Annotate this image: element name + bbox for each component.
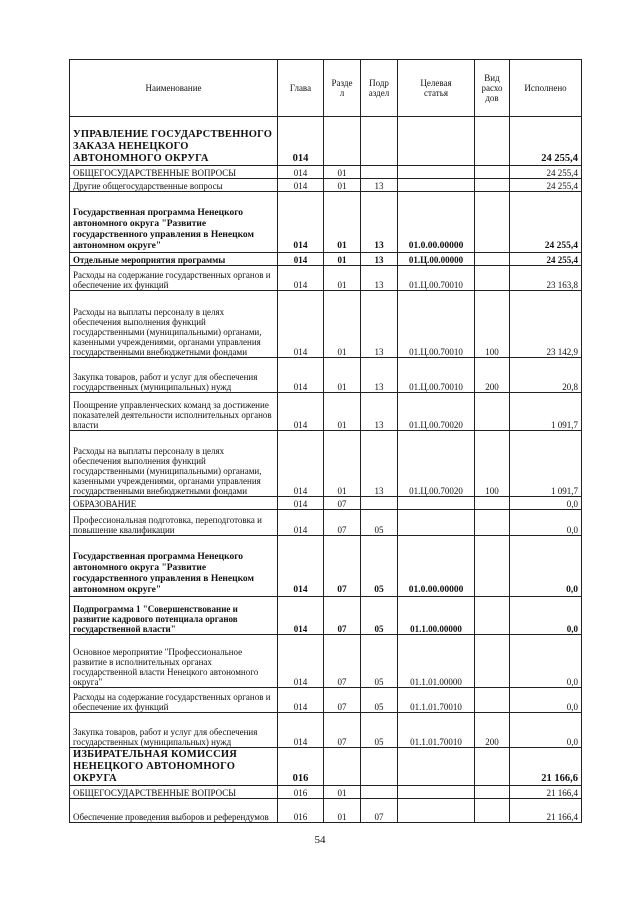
row-subsection: 13 — [361, 192, 398, 253]
row-target — [398, 117, 475, 166]
row-chapter: 014 — [278, 358, 324, 393]
row-target: 01.Ц.00.70010 — [398, 358, 475, 393]
row-executed: 24 255,4 — [510, 166, 582, 179]
row-name: Расходы на выплаты персоналу в целях обеспечения выполнения функций государственными (муниципальными) органами, казенными учреждениями, органами управления государственными внебюджетными фондами — [70, 291, 278, 358]
row-expense-type — [475, 597, 510, 635]
row-chapter: 014 — [278, 253, 324, 266]
row-expense-type — [475, 497, 510, 510]
row-expense-type — [475, 393, 510, 431]
row-target: 01.Ц.00.70010 — [398, 291, 475, 358]
row-name: Государственная программа Ненецкого автономного округа "Развитие государственного управления в Ненецком автономном округе" — [70, 192, 278, 253]
row-target: 01.Ц.00.70010 — [398, 266, 475, 291]
row-chapter: 014 — [278, 688, 324, 713]
row-section: 01 — [324, 253, 361, 266]
row-expense-type — [475, 253, 510, 266]
row-expense-type — [475, 635, 510, 688]
row-executed: 24 255,4 — [510, 179, 582, 192]
table-row — [70, 713, 582, 748]
table-row — [70, 799, 582, 823]
header-chapter: Глава — [278, 60, 324, 117]
row-section: 01 — [324, 192, 361, 253]
row-subsection: 13 — [361, 393, 398, 431]
row-expense-type — [475, 799, 510, 823]
row-executed: 21 166,6 — [510, 748, 582, 786]
row-subsection — [361, 497, 398, 510]
row-section: 01 — [324, 431, 361, 497]
row-chapter: 014 — [278, 497, 324, 510]
row-section: 07 — [324, 536, 361, 597]
row-subsection: 13 — [361, 266, 398, 291]
row-section: 01 — [324, 266, 361, 291]
row-section — [324, 117, 361, 166]
row-chapter: 014 — [278, 291, 324, 358]
table-row — [70, 635, 582, 688]
row-name: Поощрение управленческих команд за достижение показателей деятельности исполнительных органов власти — [70, 393, 278, 431]
header-target: Целевая статья — [398, 60, 475, 117]
table-row — [70, 117, 582, 166]
row-target — [398, 497, 475, 510]
row-chapter: 014 — [278, 536, 324, 597]
row-expense-type — [475, 266, 510, 291]
row-subsection: 13 — [361, 253, 398, 266]
row-executed: 21 166,4 — [510, 799, 582, 823]
row-target: 01.0.00.00000 — [398, 536, 475, 597]
table-row — [70, 497, 582, 510]
row-name: ОБРАЗОВАНИЕ — [70, 497, 278, 510]
row-name: Подпрограмма 1 "Совершенствование и развитие кадрового потенциала органов государственной власти" — [70, 597, 278, 635]
row-chapter: 014 — [278, 635, 324, 688]
row-chapter: 014 — [278, 117, 324, 166]
row-target — [398, 786, 475, 799]
row-target: 01.1.00.00000 — [398, 597, 475, 635]
row-chapter: 014 — [278, 266, 324, 291]
row-expense-type: 200 — [475, 358, 510, 393]
table-row — [70, 266, 582, 291]
row-name: Другие общегосударственные вопросы — [70, 179, 278, 192]
row-chapter: 014 — [278, 510, 324, 536]
table-row — [70, 431, 582, 497]
table-row — [70, 393, 582, 431]
row-target: 01.Ц.00.70020 — [398, 393, 475, 431]
row-section: 01 — [324, 799, 361, 823]
row-subsection: 13 — [361, 179, 398, 192]
table-row — [70, 192, 582, 253]
row-expense-type — [475, 510, 510, 536]
row-name: Расходы на содержание государственных органов и обеспечение их функций — [70, 266, 278, 291]
row-chapter: 014 — [278, 393, 324, 431]
row-expense-type — [475, 192, 510, 253]
row-name: Отдельные мероприятия программы — [70, 253, 278, 266]
row-section: 01 — [324, 786, 361, 799]
row-executed: 0,0 — [510, 597, 582, 635]
row-expense-type — [475, 166, 510, 179]
row-target — [398, 166, 475, 179]
row-chapter: 014 — [278, 597, 324, 635]
row-section: 01 — [324, 358, 361, 393]
row-section: 07 — [324, 497, 361, 510]
row-subsection: 05 — [361, 536, 398, 597]
row-name: ОБЩЕГОСУДАРСТВЕННЫЕ ВОПРОСЫ — [70, 166, 278, 179]
header-executed: Исполнено — [510, 60, 582, 117]
row-expense-type — [475, 786, 510, 799]
header-subsection: Подр аздел — [361, 60, 398, 117]
row-subsection: 13 — [361, 358, 398, 393]
row-target — [398, 179, 475, 192]
row-executed: 24 255,4 — [510, 117, 582, 166]
row-subsection: 13 — [361, 431, 398, 497]
header-expense-type: Вид расхо дов — [475, 60, 510, 117]
row-target: 01.1.01.70010 — [398, 688, 475, 713]
row-chapter: 016 — [278, 748, 324, 786]
row-name: Государственная программа Ненецкого автономного округа "Развитие государственного управления в Ненецком автономном округе" — [70, 536, 278, 597]
row-target: 01.1.01.00000 — [398, 635, 475, 688]
row-name: Закупка товаров, работ и услуг для обеспечения государственных (муниципальных) нужд — [70, 358, 278, 393]
row-subsection: 05 — [361, 597, 398, 635]
row-chapter: 014 — [278, 192, 324, 253]
row-target — [398, 799, 475, 823]
row-executed: 0,0 — [510, 688, 582, 713]
row-target: 01.Ц.00.00000 — [398, 253, 475, 266]
row-subsection: 13 — [361, 291, 398, 358]
row-executed: 20,8 — [510, 358, 582, 393]
row-expense-type: 200 — [475, 713, 510, 748]
row-executed: 24 255,4 — [510, 253, 582, 266]
header-row — [70, 60, 582, 117]
header-section: Разде л — [324, 60, 361, 117]
row-executed: 0,0 — [510, 510, 582, 536]
row-section: 07 — [324, 597, 361, 635]
row-subsection — [361, 748, 398, 786]
row-name: УПРАВЛЕНИЕ ГОСУДАРСТВЕННОГО ЗАКАЗА НЕНЕЦКОГО АВТОНОМНОГО ОКРУГА — [70, 117, 278, 166]
table-row — [70, 597, 582, 635]
row-expense-type — [475, 117, 510, 166]
row-name: Профессиональная подготовка, переподготовка и повышение квалификации — [70, 510, 278, 536]
row-name: Закупка товаров, работ и услуг для обеспечения государственных (муниципальных) нужд — [70, 713, 278, 748]
table-row — [70, 748, 582, 786]
row-subsection — [361, 117, 398, 166]
row-expense-type — [475, 179, 510, 192]
row-chapter: 014 — [278, 713, 324, 748]
row-section: 07 — [324, 510, 361, 536]
table-row — [70, 786, 582, 799]
row-subsection: 05 — [361, 713, 398, 748]
row-executed: 1 091,7 — [510, 431, 582, 497]
table-row — [70, 510, 582, 536]
row-name: Обеспечение проведения выборов и референдумов — [70, 799, 278, 823]
row-name: ОБЩЕГОСУДАРСТВЕННЫЕ ВОПРОСЫ — [70, 786, 278, 799]
row-subsection — [361, 786, 398, 799]
table-row — [70, 166, 582, 179]
row-executed: 0,0 — [510, 713, 582, 748]
row-chapter: 014 — [278, 431, 324, 497]
row-section: 01 — [324, 291, 361, 358]
row-executed: 24 255,4 — [510, 192, 582, 253]
row-target — [398, 510, 475, 536]
row-expense-type: 100 — [475, 291, 510, 358]
table-row — [70, 536, 582, 597]
table-row — [70, 291, 582, 358]
row-executed: 0,0 — [510, 635, 582, 688]
row-expense-type: 100 — [475, 431, 510, 497]
table-row — [70, 253, 582, 266]
row-executed: 0,0 — [510, 536, 582, 597]
row-section — [324, 748, 361, 786]
table-row — [70, 179, 582, 192]
row-executed: 0,0 — [510, 497, 582, 510]
table-row — [70, 688, 582, 713]
budget-table — [69, 59, 582, 823]
row-executed: 21 166,4 — [510, 786, 582, 799]
row-section: 01 — [324, 166, 361, 179]
row-chapter: 016 — [278, 799, 324, 823]
row-target: 01.0.00.00000 — [398, 192, 475, 253]
row-section: 07 — [324, 635, 361, 688]
table-row — [70, 358, 582, 393]
row-executed: 23 163,8 — [510, 266, 582, 291]
row-chapter: 016 — [278, 786, 324, 799]
row-subsection: 05 — [361, 635, 398, 688]
row-expense-type — [475, 536, 510, 597]
row-section: 01 — [324, 393, 361, 431]
row-expense-type — [475, 748, 510, 786]
row-subsection: 05 — [361, 510, 398, 536]
page-number: 54 — [314, 834, 326, 846]
row-target — [398, 748, 475, 786]
row-expense-type — [475, 688, 510, 713]
row-chapter: 014 — [278, 166, 324, 179]
row-section: 07 — [324, 713, 361, 748]
row-name: Расходы на содержание государственных органов и обеспечение их функций — [70, 688, 278, 713]
row-name: Основное мероприятие "Профессиональное развитие в исполнительных органах государственной власти Ненецкого автономного округа" — [70, 635, 278, 688]
row-section: 01 — [324, 179, 361, 192]
row-executed: 1 091,7 — [510, 393, 582, 431]
row-subsection — [361, 166, 398, 179]
row-subsection: 05 — [361, 688, 398, 713]
header-name: Наименование — [70, 60, 278, 117]
row-target: 01.1.01.70010 — [398, 713, 475, 748]
row-subsection: 07 — [361, 799, 398, 823]
row-executed: 23 142,9 — [510, 291, 582, 358]
row-target: 01.Ц.00.70020 — [398, 431, 475, 497]
row-name: Расходы на выплаты персоналу в целях обеспечения выполнения функций государственными (муниципальными) органами, казенными учреждениями, органами управления государственными внебюджетными фондами — [70, 431, 278, 497]
row-name: ИЗБИРАТЕЛЬНАЯ КОМИССИЯ НЕНЕЦКОГО АВТОНОМНОГО ОКРУГА — [70, 748, 278, 786]
row-chapter: 014 — [278, 179, 324, 192]
row-section: 07 — [324, 688, 361, 713]
